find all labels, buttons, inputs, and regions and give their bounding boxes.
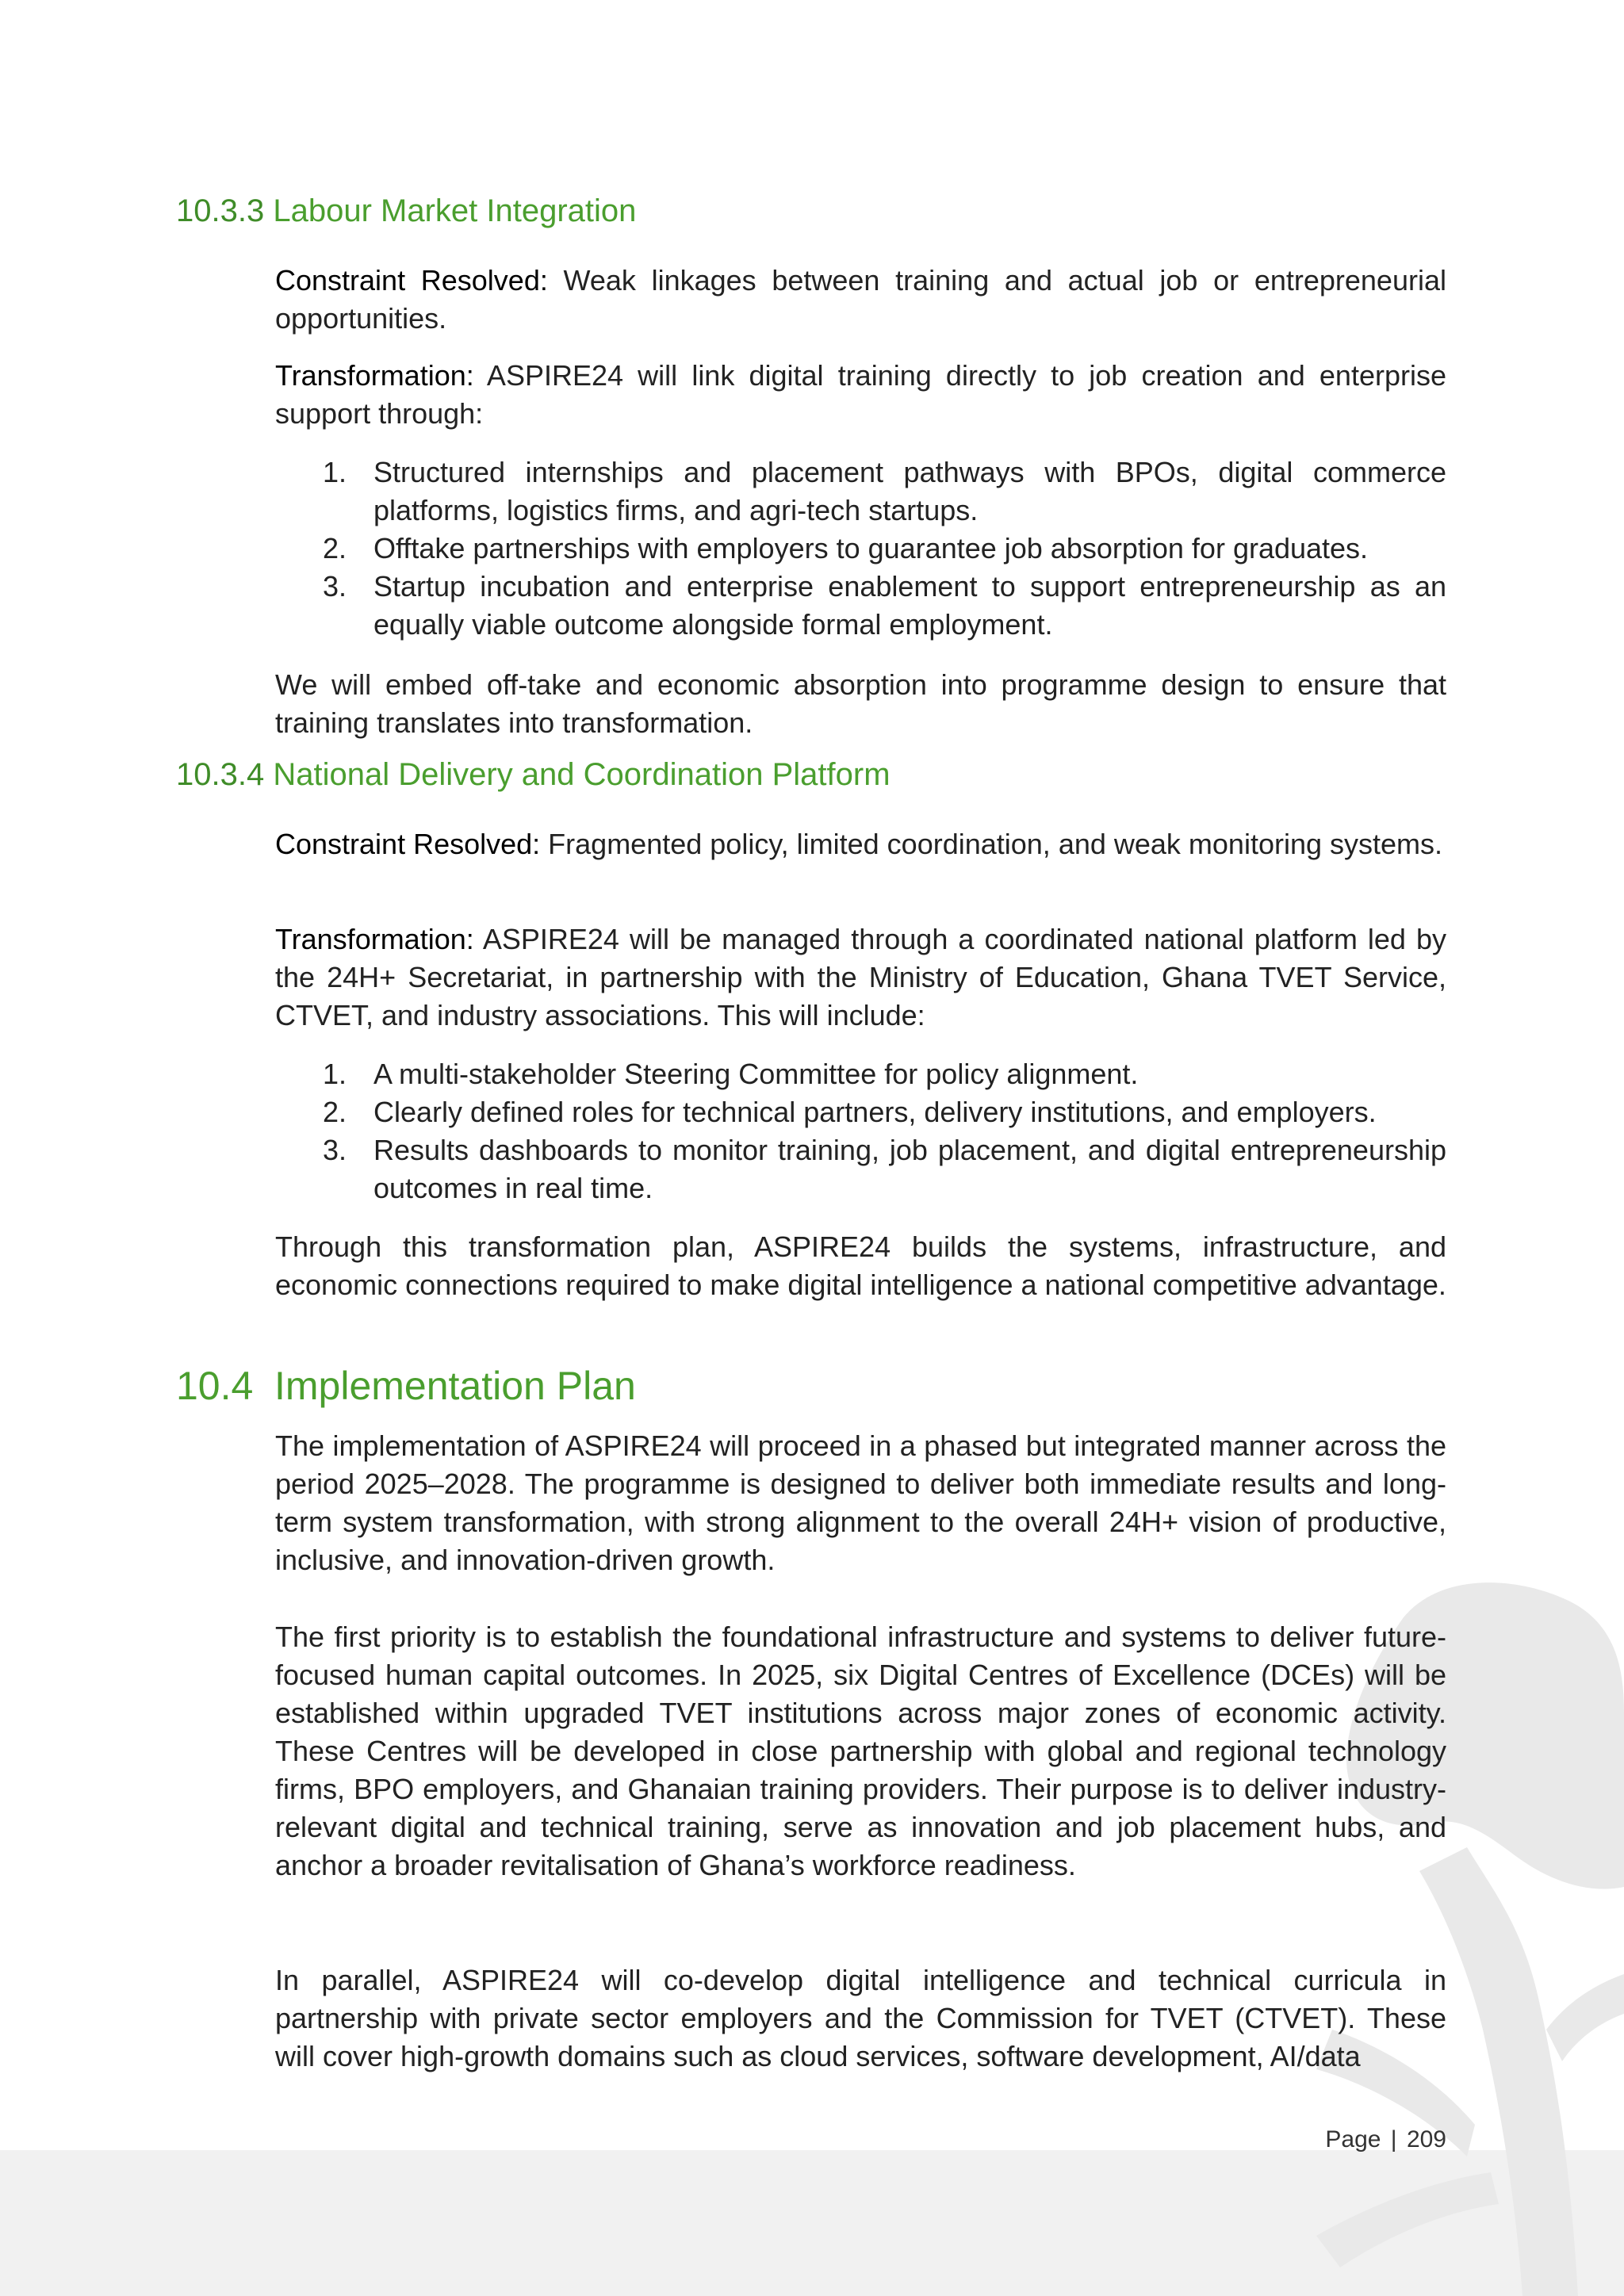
list-text: Clearly defined roles for technical partners, delivery institutions, and employers.: [373, 1096, 1377, 1128]
list-item: [275, 530, 1446, 568]
implementation-paragraph-2: The first priority is to establish the foundational infrastructure and systems to deliver future-focused human capital outcomes. In 2025, six Digital Centres of Excellence (DCEs) will be established within upgraded TVET institutions across major zones of economic activity. These Centres will be developed in close partnership with global and regional technology firms, BPO employers, and Ghanaian training providers. Their purpose is to deliver industry-relevant digital and technical training, serve as innovation and job placement hubs, and anchor a broader revitalisation of Ghana’s workforce readiness.: [275, 1621, 1446, 1881]
constraint-label: Constraint Resolved:: [275, 264, 548, 297]
numbered-list: [275, 1055, 1446, 1207]
constraint-paragraph: [275, 262, 1446, 338]
list-item: [275, 1055, 1446, 1093]
implementation-paragraph-3: In parallel, ASPIRE24 will co-develop digital intelligence and technical curricula in partnership with private sector employers and the Commission for TVET (CTVET). These will cover high-growth domains such as cloud services, software development, AI/data: [275, 1964, 1446, 2072]
list-item: [275, 1131, 1446, 1207]
constraint-text: Weak linkages between training and actual job or entrepreneurial opportunities.: [275, 264, 1446, 335]
constraint-label: Constraint Resolved:: [275, 828, 541, 860]
transformation-text: ASPIRE24 will be managed through a coordinated national platform led by the 24H+ Secretariat, in partnership with the Ministry of Education, Ghana TVET Service, CTVET, and industry associations. This will include:: [275, 923, 1446, 1031]
section-title: Implementation Plan: [274, 1364, 636, 1408]
transformation-paragraph: [275, 920, 1446, 1035]
list-number: 3.: [323, 1134, 347, 1166]
transformation-text: ASPIRE24 will link digital training directly to job creation and enterprise support through:: [275, 359, 1446, 430]
list-text: Structured internships and placement pathways with BPOs, digital commerce platforms, logistics firms, and agri-tech startups.: [373, 456, 1446, 526]
list-item: [275, 568, 1446, 644]
constraint-text: Fragmented policy, limited coordination, and weak monitoring systems.: [540, 828, 1443, 860]
list-text: Offtake partnerships with employers to guarantee job absorption for graduates.: [373, 532, 1369, 564]
closing-paragraph: Through this transformation plan, ASPIRE24 builds the systems, infrastructure, and economic connections required to make digital intelligence a national competitive advantage.: [275, 1230, 1446, 1301]
section-heading-10-3-4: [176, 757, 891, 793]
section-title: Labour Market Integration: [273, 193, 637, 228]
numbered-list: [275, 453, 1446, 644]
list-number: 1.: [323, 456, 347, 488]
section-title: National Delivery and Coordination Platform: [273, 757, 891, 792]
transformation-paragraph: [275, 357, 1446, 433]
page-number: [1325, 2126, 1446, 2153]
section-heading-10-3-3: [176, 193, 636, 229]
transformation-label: Transformation:: [275, 359, 474, 392]
page-label: Page: [1325, 2126, 1381, 2152]
section-heading-10-4: [176, 1363, 636, 1409]
list-text: Startup incubation and enterprise enablement to support entrepreneurship as an equally viable outcome alongside formal employment.: [373, 570, 1446, 641]
list-item: [275, 453, 1446, 530]
section-number: 10.3.4: [176, 757, 265, 792]
page-separator: |: [1390, 2126, 1397, 2152]
page-number-value: 209: [1406, 2126, 1446, 2152]
list-text: Results dashboards to monitor training, job placement, and digital entrepreneurship outcomes in real time.: [373, 1134, 1446, 1204]
transformation-label: Transformation:: [275, 923, 474, 955]
constraint-paragraph: [275, 825, 1446, 863]
implementation-paragraph-1: The implementation of ASPIRE24 will proceed in a phased but integrated manner across the period 2025–2028. The programme is designed to deliver both immediate results and long-term system transformation, with strong alignment to the overall 24H+ vision of productive, inclusive, and innovation-driven growth.: [275, 1429, 1446, 1576]
list-number: 1.: [323, 1058, 347, 1090]
list-item: [275, 1093, 1446, 1131]
section-number: 10.3.3: [176, 193, 265, 228]
list-number: 3.: [323, 570, 347, 603]
closing-paragraph: We will embed off-take and economic absorption into programme design to ensure that training translates into transformation.: [275, 668, 1446, 739]
list-number: 2.: [323, 532, 347, 564]
list-number: 2.: [323, 1096, 347, 1128]
list-text: A multi-stakeholder Steering Committee for policy alignment.: [373, 1058, 1139, 1090]
section-number: 10.4: [176, 1364, 254, 1408]
